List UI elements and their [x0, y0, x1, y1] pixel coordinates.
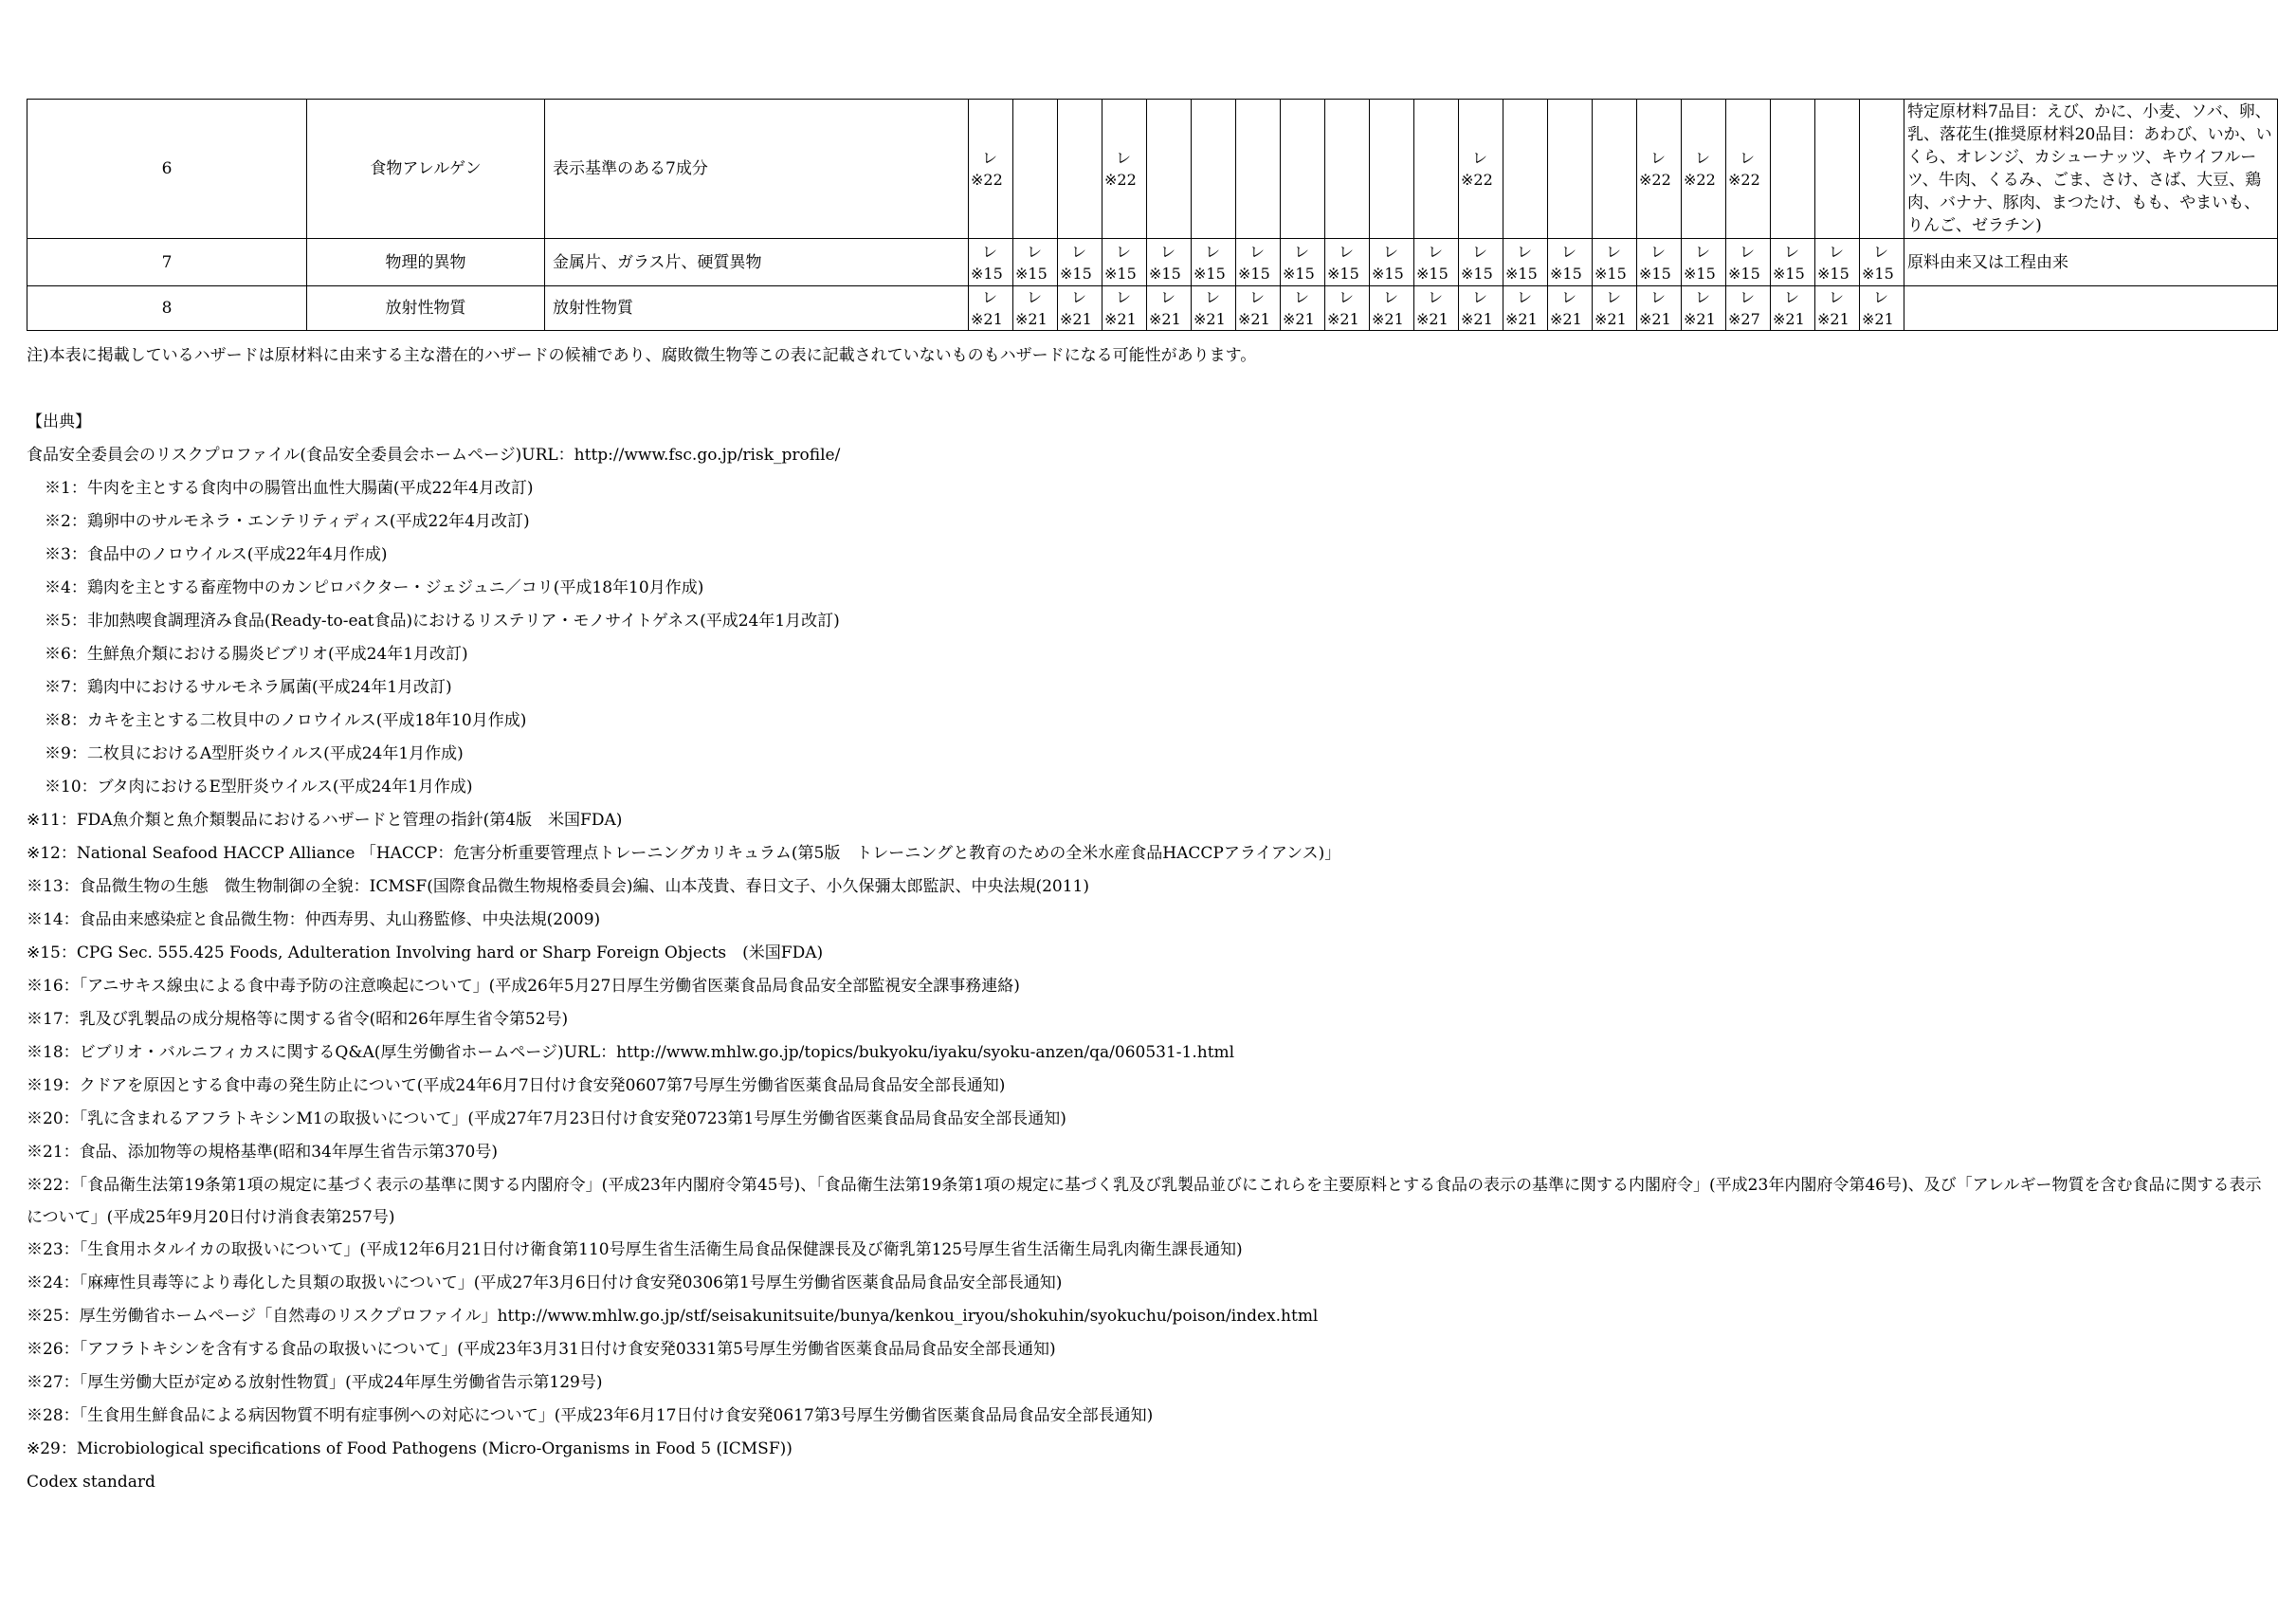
source-item: ※19：クドアを原因とする食中毒の発生防止について(平成24年6月7日付け食安発0607第7号厚生労働省医薬食品局食品安全部長通知): [27, 1076, 1006, 1095]
reference-mark: ※21: [1550, 310, 1582, 328]
source-item: ※16：「アニサキス線虫による食中毒予防の注意喚起について」(平成26年5月27日厚生労働省医薬食品局食品安全部監視安全課事務連絡): [27, 977, 1020, 996]
check-mark: レ: [982, 149, 998, 167]
check-cell: [1771, 286, 1815, 331]
check-mark: レ: [1160, 288, 1176, 306]
check-mark: レ: [1606, 288, 1622, 306]
reference-mark: ※15: [1015, 264, 1048, 283]
reference-mark: ※21: [1372, 310, 1404, 328]
sources-heading: 【出典】: [27, 412, 91, 431]
check-mark: レ: [1784, 288, 1800, 306]
sources-list: [27, 472, 2273, 1466]
source-item: ※29：Microbiological specifications of Food Pathogens (Micro-Organisms in Food 5 (ICMSF)): [27, 1439, 793, 1458]
source-item: ※21：食品、添加物等の規格基準(昭和34年厚生省告示第370号): [27, 1143, 498, 1162]
check-mark: レ: [1428, 288, 1444, 306]
check-cell: [1325, 100, 1370, 239]
check-cell: [1815, 239, 1860, 286]
reference-mark: ※15: [1104, 264, 1137, 283]
check-mark: レ: [1561, 288, 1577, 306]
check-mark: レ: [1650, 149, 1667, 167]
reference-mark: ※22: [1104, 171, 1137, 189]
table-row: [27, 100, 2278, 239]
check-mark: レ: [1116, 149, 1132, 167]
source-item: ※6：生鮮魚介類における腸炎ビブリオ(平成24年1月改訂): [45, 645, 468, 664]
check-mark: レ: [1027, 242, 1043, 261]
check-cell: [1325, 239, 1370, 286]
check-mark: レ: [1116, 242, 1132, 261]
check-mark: レ: [1294, 288, 1310, 306]
check-cell: [1370, 286, 1414, 331]
hazard-substance: 放射性物質: [545, 286, 969, 331]
check-cell: [1058, 100, 1102, 239]
source-item: ※1：牛肉を主とする食肉中の腸管出血性大腸菌(平成22年4月改訂): [45, 479, 534, 498]
reference-mark: ※21: [971, 310, 1003, 328]
check-cell: [1459, 286, 1503, 331]
reference-mark: ※21: [1416, 310, 1449, 328]
check-mark: レ: [982, 288, 998, 306]
check-mark: レ: [1606, 242, 1622, 261]
source-item: ※2：鶏卵中のサルモネラ・エンテリティディス(平成22年4月改訂): [45, 512, 530, 531]
check-cell: [1414, 100, 1459, 239]
reference-mark: ※15: [1416, 264, 1449, 283]
reference-mark: ※15: [1461, 264, 1493, 283]
reference-mark: ※15: [1238, 264, 1270, 283]
reference-mark: ※22: [1728, 171, 1760, 189]
check-mark: レ: [1829, 242, 1845, 261]
hazard-substance: 金属片、ガラス片、硬質異物: [545, 239, 969, 286]
check-mark: レ: [1205, 242, 1221, 261]
reference-mark: ※15: [1684, 264, 1716, 283]
check-mark: レ: [1695, 288, 1711, 306]
check-cell: [969, 286, 1013, 331]
reference-mark: ※21: [1639, 310, 1671, 328]
reference-mark: ※15: [1327, 264, 1359, 283]
check-mark: レ: [1472, 288, 1488, 306]
sources-intro: 食品安全委員会のリスクプロファイル(食品安全委員会ホームページ)URL：http://www.fsc.go.jp/risk_profile/: [27, 446, 841, 465]
check-cell: [1147, 239, 1192, 286]
check-mark: レ: [1472, 149, 1488, 167]
reference-mark: ※15: [1862, 264, 1894, 283]
source-item: ※7：鶏肉中におけるサルモネラ属菌(平成24年1月改訂): [45, 678, 452, 697]
reference-mark: ※21: [1505, 310, 1538, 328]
check-cell: [1013, 100, 1058, 239]
check-mark: レ: [1339, 288, 1355, 306]
reference-mark: ※15: [1372, 264, 1404, 283]
check-cell: [1459, 100, 1503, 239]
reference-mark: ※21: [1862, 310, 1894, 328]
check-mark: レ: [1428, 242, 1444, 261]
reference-mark: ※15: [1194, 264, 1226, 283]
check-cell: [1682, 239, 1726, 286]
check-mark: レ: [1071, 288, 1087, 306]
check-mark: レ: [1740, 242, 1756, 261]
hazard-category: 食物アレルゲン: [307, 100, 545, 239]
check-cell: [1726, 286, 1771, 331]
reference-mark: ※15: [1060, 264, 1092, 283]
check-mark: レ: [1873, 242, 1889, 261]
reference-mark: ※22: [971, 171, 1003, 189]
check-cell: [1147, 100, 1192, 239]
reference-mark: ※15: [1773, 264, 1805, 283]
check-cell: [1815, 100, 1860, 239]
check-cell: [1192, 239, 1236, 286]
sources-tail: Codex standard: [27, 1473, 155, 1492]
check-cell: [1325, 286, 1370, 331]
check-cell: [1593, 286, 1637, 331]
table-footnote: 注)本表に掲載しているハザードは原材料に由来する主な潜在的ハザードの候補であり、腐敗微生物等この表に記載されていないものもハザードになる可能性があります。: [27, 346, 1257, 365]
source-item: ※13：食品微生物の生態 微生物制御の全貌：ICMSF(国際食品微生物規格委員会)編、山本茂貴、春日文子、小久保彌太郎監訳、中央法規(2011): [27, 877, 1089, 896]
check-mark: レ: [982, 242, 998, 261]
check-cell: [1013, 286, 1058, 331]
check-cell: [1236, 239, 1281, 286]
reference-mark: ※21: [1149, 310, 1181, 328]
check-cell: [1548, 286, 1593, 331]
check-cell: [1503, 286, 1548, 331]
row-note: 原料由来又は工程由来: [1904, 239, 2278, 286]
check-mark: レ: [1740, 149, 1756, 167]
check-cell: [1771, 239, 1815, 286]
check-cell: [1593, 239, 1637, 286]
check-mark: レ: [1695, 242, 1711, 261]
source-item: ※8：カキを主とする二枚貝中のノロウイルス(平成18年10月作成): [45, 711, 527, 730]
source-item: ※17：乳及び乳製品の成分規格等に関する省令(昭和26年厚生省令第52号): [27, 1010, 569, 1029]
source-item: ※3：食品中のノロウイルス(平成22年4月作成): [45, 545, 388, 564]
reference-mark: ※22: [1684, 171, 1716, 189]
check-cell: [1147, 286, 1192, 331]
check-cell: [1281, 100, 1325, 239]
check-cell: [1815, 286, 1860, 331]
check-mark: レ: [1650, 242, 1667, 261]
reference-mark: ※15: [1639, 264, 1671, 283]
check-cell: [1102, 100, 1147, 239]
check-mark: レ: [1294, 242, 1310, 261]
check-cell: [1503, 239, 1548, 286]
source-item: ※14：食品由来感染症と食品微生物：仲西寿男、丸山務監修、中央法規(2009): [27, 910, 601, 929]
source-item: ※27：「厚生労働大臣が定める放射性物質」(平成24年厚生労働省告示第129号): [27, 1373, 603, 1392]
check-mark: レ: [1517, 288, 1533, 306]
reference-mark: ※15: [1550, 264, 1582, 283]
reference-mark: ※21: [1104, 310, 1137, 328]
reference-mark: ※15: [1149, 264, 1181, 283]
check-mark: レ: [1383, 288, 1399, 306]
check-mark: レ: [1784, 242, 1800, 261]
source-item: ※12：National Seafood HACCP Alliance 「HACCP：危害分析重要管理点トレーニングカリキュラム(第5版 トレーニングと教育のための全米水産食品HACCPアライアンス)」: [27, 844, 1341, 863]
row-number: 8: [27, 286, 307, 331]
reference-mark: ※21: [1817, 310, 1850, 328]
reference-mark: ※21: [1238, 310, 1270, 328]
check-mark: レ: [1116, 288, 1132, 306]
check-mark: レ: [1249, 242, 1266, 261]
source-item: ※9：二枚貝におけるA型肝炎ウイルス(平成24年1月作成): [45, 744, 464, 763]
reference-mark: ※15: [971, 264, 1003, 283]
check-cell: [1548, 100, 1593, 239]
source-item: ※24：「麻痺性貝毒等により毒化した貝類の取扱いについて」(平成27年3月6日付け食安発0306第1号厚生労働省医薬食品局食品安全部長通知): [27, 1273, 1063, 1292]
check-cell: [1682, 286, 1726, 331]
reference-mark: ※21: [1015, 310, 1048, 328]
check-mark: レ: [1205, 288, 1221, 306]
reference-mark: ※21: [1194, 310, 1226, 328]
reference-mark: ※22: [1461, 171, 1493, 189]
reference-mark: ※15: [1728, 264, 1760, 283]
reference-mark: ※15: [1594, 264, 1627, 283]
row-note: 特定原材料7品目：えび、かに、小麦、ソバ、卵、乳、落花生(推奨原材料20品目：あわび、いか、いくら、オレンジ、カシューナッツ、キウイフルーツ、牛肉、くるみ、ごま、さけ、さば、大豆、鶏肉、バナナ、豚肉、まつたけ、もも、やまいも、りんご、ゼラチン): [1904, 100, 2278, 239]
source-item: ※11：FDA魚介類と魚介類製品におけるハザードと管理の指針(第4版 米国FDA): [27, 811, 623, 830]
check-cell: [1370, 100, 1414, 239]
hazard-category: 放射性物質: [307, 286, 545, 331]
check-mark: レ: [1695, 149, 1711, 167]
check-cell: [1192, 286, 1236, 331]
check-cell: [969, 100, 1013, 239]
check-mark: レ: [1160, 242, 1176, 261]
reference-mark: ※27: [1728, 310, 1760, 328]
check-cell: [1593, 100, 1637, 239]
source-item: ※4：鶏肉を主とする畜産物中のカンピロバクター・ジェジュニ／コリ(平成18年10月作成): [45, 578, 704, 597]
source-item: ※20：「乳に含まれるアフラトキシンM1の取扱いについて」(平成27年7月23日付け食安発0723第1号厚生労働省医薬食品局食品安全部長通知): [27, 1109, 1066, 1128]
check-cell: [1637, 100, 1682, 239]
check-mark: レ: [1873, 288, 1889, 306]
reference-mark: ※21: [1283, 310, 1315, 328]
check-mark: レ: [1383, 242, 1399, 261]
row-note: [1904, 286, 2278, 331]
check-cell: [1726, 239, 1771, 286]
check-cell: [1281, 286, 1325, 331]
row-number: 7: [27, 239, 307, 286]
reference-mark: ※22: [1639, 171, 1671, 189]
check-cell: [1370, 239, 1414, 286]
check-cell: [1459, 239, 1503, 286]
reference-mark: ※21: [1773, 310, 1805, 328]
check-cell: [1771, 100, 1815, 239]
source-item: ※15：CPG Sec. 555.425 Foods, Adulteration Involving hard or Sharp Foreign Objects (米国FDA): [27, 943, 824, 962]
check-cell: [1637, 286, 1682, 331]
check-cell: [1414, 239, 1459, 286]
sources-section: [27, 406, 2273, 1499]
source-item: ※22：「食品衛生法第19条第1項の規定に基づく表示の基準に関する内閣府令」(平成23年内閣府令第45号)、「食品衛生法第19条第1項の規定に基づく乳及び乳製品並びにこれらを主要原料とする食品の表示の基準に関する内閣府令」(平成23年内閣府令第46号)、及び「アレルギー物質を含む食品に関する表示について」(平成25年9月20日付け消食表第257号): [27, 1176, 2262, 1227]
reference-mark: ※15: [1283, 264, 1315, 283]
check-mark: レ: [1339, 242, 1355, 261]
check-cell: [1102, 286, 1147, 331]
reference-mark: ※21: [1461, 310, 1493, 328]
source-item: ※10：ブタ肉におけるE型肝炎ウイルス(平成24年1月作成): [45, 778, 473, 797]
hazard-substance: 表示基準のある7成分: [545, 100, 969, 239]
check-mark: レ: [1472, 242, 1488, 261]
check-cell: [1058, 239, 1102, 286]
check-cell: [1058, 286, 1102, 331]
check-mark: レ: [1517, 242, 1533, 261]
check-cell: [1860, 286, 1904, 331]
check-cell: [1726, 100, 1771, 239]
check-cell: [1503, 100, 1548, 239]
source-item: ※25：厚生労働省ホームページ「自然毒のリスクプロファイル」http://www.mhlw.go.jp/stf/seisakunitsuite/bunya/kenkou_iryou/shokuhin/syokuchu/poison/index.html: [27, 1307, 1319, 1326]
check-cell: [1682, 100, 1726, 239]
check-cell: [1637, 239, 1682, 286]
source-item: ※18：ビブリオ・バルニフィカスに関するQ&A(厚生労働省ホームページ)URL：http://www.mhlw.go.jp/topics/bukyoku/iyaku/syoku-anzen/qa/060531-1.html: [27, 1043, 1235, 1062]
check-mark: レ: [1071, 242, 1087, 261]
check-cell: [1192, 100, 1236, 239]
check-mark: レ: [1561, 242, 1577, 261]
check-cell: [1860, 100, 1904, 239]
check-cell: [1236, 286, 1281, 331]
reference-mark: ※21: [1060, 310, 1092, 328]
source-item: ※23：「生食用ホタルイカの取扱いについて」(平成12年6月21日付け衛食第110号厚生省生活衛生局食品保健課長及び衛乳第125号厚生省生活衛生局乳肉衛生課長通知): [27, 1240, 1243, 1259]
check-mark: レ: [1650, 288, 1667, 306]
hazard-table: [27, 99, 2278, 331]
check-cell: [1102, 239, 1147, 286]
check-mark: レ: [1829, 288, 1845, 306]
source-item: ※28：「生食用生鮮食品による病因物質不明有症事例への対応について」(平成23年6月17日付け食安発0617第3号厚生労働省医薬食品局食品安全部長通知): [27, 1406, 1154, 1425]
reference-mark: ※21: [1594, 310, 1627, 328]
check-cell: [969, 239, 1013, 286]
check-cell: [1281, 239, 1325, 286]
check-mark: レ: [1249, 288, 1266, 306]
hazard-category: 物理的異物: [307, 239, 545, 286]
check-cell: [1013, 239, 1058, 286]
check-mark: レ: [1027, 288, 1043, 306]
reference-mark: ※21: [1327, 310, 1359, 328]
table-row: [27, 239, 2278, 286]
reference-mark: ※15: [1817, 264, 1850, 283]
check-mark: レ: [1740, 288, 1756, 306]
check-cell: [1414, 286, 1459, 331]
table-row: [27, 286, 2278, 331]
source-item: ※5：非加熱喫食調理済み食品(Ready-to-eat食品)におけるリステリア・モノサイトゲネス(平成24年1月改訂): [45, 612, 840, 631]
source-item: ※26：「アフラトキシンを含有する食品の取扱いについて」(平成23年3月31日付け食安発0331第5号厚生労働省医薬食品局食品安全部長通知): [27, 1340, 1056, 1359]
check-cell: [1860, 239, 1904, 286]
reference-mark: ※21: [1684, 310, 1716, 328]
row-number: 6: [27, 100, 307, 239]
check-cell: [1236, 100, 1281, 239]
check-cell: [1548, 239, 1593, 286]
reference-mark: ※15: [1505, 264, 1538, 283]
